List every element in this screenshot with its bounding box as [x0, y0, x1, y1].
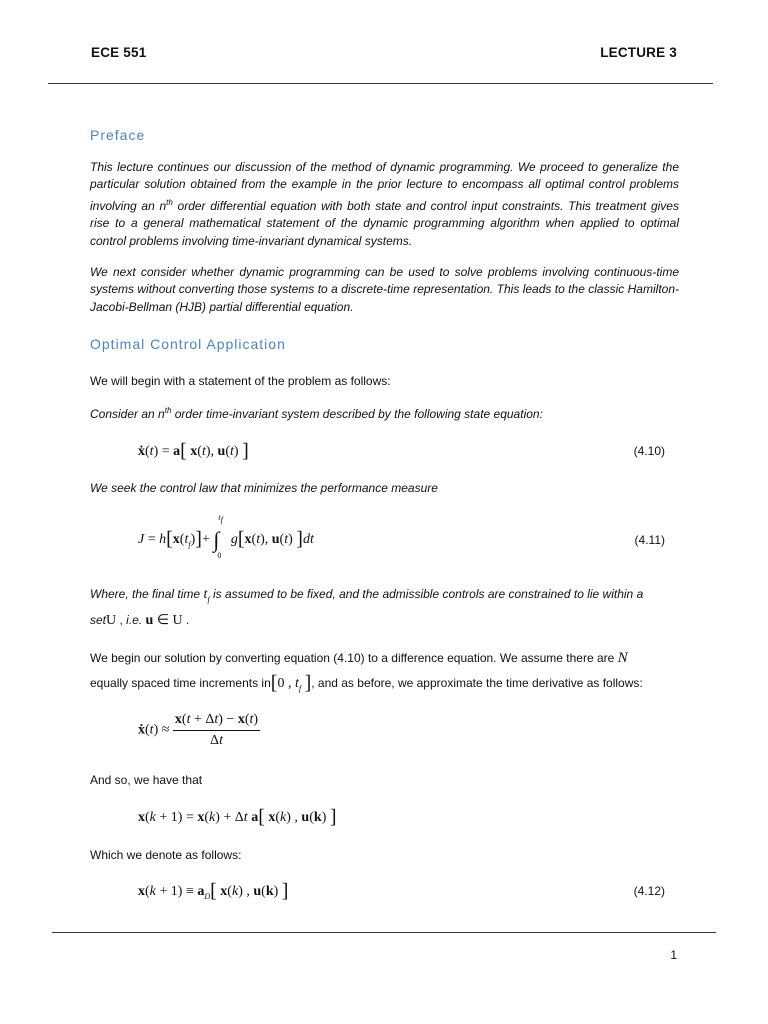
- difference-equation: x(k + 1) = x(k) + Δt a[ x(k) , u(k) ]: [138, 806, 337, 828]
- begin-solution-line-1: We begin our solution by converting equation (4.10) to a difference equation. We assume there are N: [90, 650, 628, 666]
- begin-solution-b: equally spaced time increments in: [90, 676, 271, 690]
- equation-number-4-11: (4.11): [634, 533, 665, 547]
- preface-p1-text: This lecture continues our discussion of the method of dynamic programming. We proceed to generalize the particular solution obtained from the example in the prior lecture to encompass all optimal control problems involving an n: [90, 160, 679, 213]
- derivative-approximation: ẋ(t) ≈ $\frac{x(t + \Delta t) - x(t)}{\Delta t}$: [138, 712, 259, 748]
- seek-statement: We seek the control law that minimizes the performance measure: [90, 481, 438, 495]
- consider-sup: th: [164, 406, 172, 415]
- where-text-a: Where, the final time: [90, 587, 201, 601]
- equation-4-12: $x(k + 1) \equiv a_D$[ x(k) , u(k) ]: [138, 880, 289, 902]
- where-statement: Where, the final time $t_f$ is assumed to be fixed, and the admissible controls are constrained to lie within a: [90, 587, 644, 604]
- section-title-preface: Preface: [90, 127, 146, 143]
- and-so-statement: And so, we have that: [90, 773, 203, 787]
- begin-solution-c: , and as before, we approximate the time derivative as follows:: [311, 676, 643, 690]
- preface-p1-sup: th: [166, 197, 173, 207]
- consider-text-b: order time-invariant system described by the following state equation:: [171, 407, 543, 421]
- preface-paragraph-2: We next consider whether dynamic programming can be used to solve problems involving continuous-time systems without converting those systems to a discrete-time representation. This leads to the classic Hamilton-Jacobi-Bellman (HJB) partial differential equation.: [90, 265, 679, 314]
- consider-statement: [90, 406, 543, 421]
- equation-number-4-10: (4.10): [633, 444, 665, 458]
- set-statement: setU , i.e. u ∈ U .: [90, 613, 190, 628]
- footer-rule: [52, 932, 716, 933]
- denote-statement: Which we denote as follows:: [90, 848, 242, 862]
- course-code: ECE 551: [91, 45, 147, 60]
- header-rule: [48, 83, 713, 84]
- set-text-a: set: [90, 613, 107, 627]
- lecture-number: LECTURE 3: [600, 45, 677, 60]
- preface-p1-rest: order differential equation with both state and control input constraints. This treatment gives rise to a general mathematical statement of the dynamic programming algorithm when applied to optimal control problems involving time-invariant dynamical systems.: [90, 198, 679, 248]
- set-text-b: i.e.: [126, 613, 143, 627]
- preface-paragraph-1: [90, 159, 679, 250]
- where-text-b: is assumed to be fixed, and the admissible controls are constrained to lie within a: [209, 587, 644, 601]
- page-number: 1: [670, 948, 677, 962]
- consider-text-a: Consider an n: [90, 407, 165, 421]
- begin-solution-a: We begin our solution by converting equation (4.10) to a difference equation. We assume there are: [90, 651, 615, 665]
- equation-4-11: $J = h[x(t_f)]+$ ∫ $t_f$ 0 g[x(t), u(t) ]dt: [138, 513, 314, 560]
- begin-statement: We will begin with a statement of the problem as follows:: [90, 374, 391, 388]
- begin-solution-line-2: equally spaced time increments in[0 , $t_f$ ], and as before, we approximate the time derivative as follows:: [90, 672, 643, 694]
- section-title-optimal-control: Optimal Control Application: [90, 336, 286, 352]
- equation-number-4-12: (4.12): [633, 884, 665, 898]
- equation-4-10: ẋ(t) = a[ x(t), u(t) ]: [138, 440, 249, 462]
